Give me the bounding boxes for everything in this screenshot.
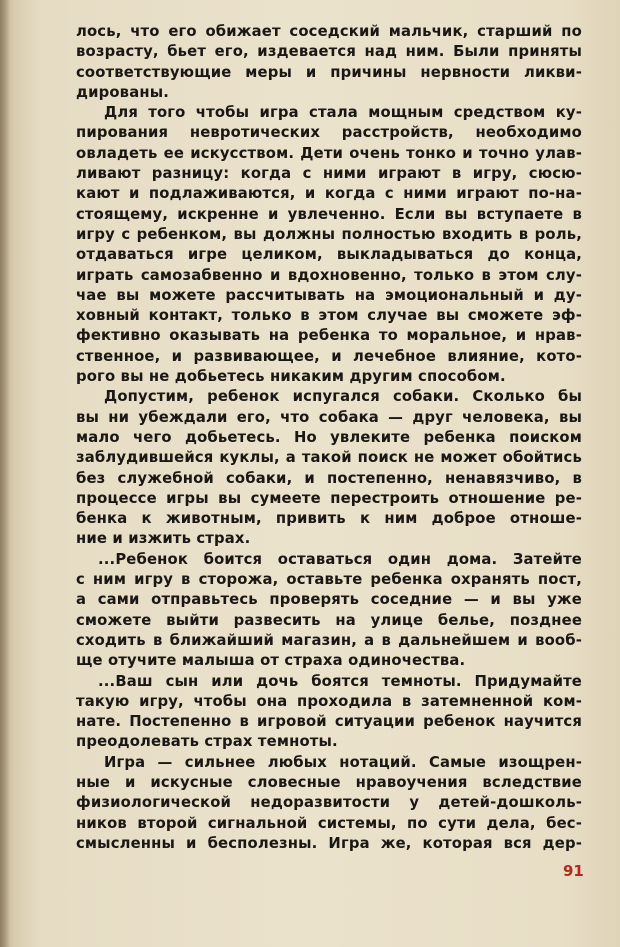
text-line: Для того чтобы игра стала мощным средством ку-: [104, 104, 582, 122]
text-line: лось, что его обижает соседский мальчик, старший по: [76, 23, 582, 40]
text-line: сможете выйти развесить на улице белье, позднее: [76, 611, 582, 629]
text-line: бенка к животным, привить к ним доброе отноше-: [76, 510, 582, 528]
text-line: игру с ребенком, вы должны полностью входить в роль,: [76, 225, 582, 243]
text-line: чае вы можете рассчитывать на эмоциональный и ду-: [76, 286, 582, 304]
text-line: овладеть ее искусством. Дети очень тонко и точно улав-: [76, 144, 582, 162]
text-line: ховный контакт, только в этом случае вы сможете эф-: [76, 307, 582, 325]
text-line: Игра — сильнее любых нотаций. Самые изощрен-: [104, 753, 582, 771]
text-line: ников второй сигнальной системы, по сути дела, бес-: [76, 814, 582, 832]
text-line: возрасту, бьет его, издевается над ним. Были приняты: [76, 43, 582, 61]
text-line: отдаваться игре целиком, выкладываться до конца,: [76, 246, 582, 264]
text-line: мало чего добьетесь. Но увлеките ребенка поиском: [76, 428, 582, 446]
text-line: рого вы не добьетесь никаким другим способом.: [76, 368, 506, 386]
text-line: ние и изжить страх.: [76, 530, 251, 548]
text-line: вы ни убеждали его, что собака — друг человека, вы: [76, 408, 582, 426]
text-line: ще отучите малыша от страха одиночества.: [76, 652, 466, 670]
binding-shadow: [0, 0, 10, 947]
text-line: процессе игры вы сумеете перестроить отношение ре-: [76, 489, 582, 507]
text-line: Допустим, ребенок испугался собаки. Сколько бы: [104, 388, 582, 406]
text-line: нате. Постепенно в игровой ситуации ребенок научится: [76, 713, 582, 731]
body-text: [76, 22, 582, 854]
text-line: с ним игру в сторожа, оставьте ребенка охранять пост,: [76, 571, 582, 589]
text-line: ственное, и развивающее, и лечебное влияние, кото-: [76, 347, 582, 365]
text-line: такую игру, чтобы она проходила в затемненной ком-: [76, 692, 582, 710]
text-line: ...Ваш сын или дочь боятся темноты. Придумайте: [98, 672, 582, 690]
text-line: играть самозабвенно и вдохновенно, только в этом слу-: [76, 266, 582, 284]
text-line: соответствующие меры и причины нервности ликви-: [76, 63, 582, 81]
page-number: 91: [563, 862, 584, 880]
text-line: стоящему, искренне и увлеченно. Если вы вступаете в: [76, 205, 582, 223]
text-line: кают и подлаживаются, и когда с ними играют по-на-: [76, 185, 582, 203]
text-line: дированы.: [76, 83, 169, 101]
text-line: ливают разницу: когда с ними играют в игру, сюсю-: [76, 165, 582, 183]
text-line: фективно оказывать на ребенка то моральное, и нрав-: [76, 327, 582, 345]
text-line: а сами отправьтесь проверять соседние — и вы уже: [76, 591, 582, 609]
text-line: без служебной собаки, и постепенно, ненавязчиво, в: [76, 469, 582, 487]
text-line: пирования невротических расстройств, необходимо: [76, 124, 582, 142]
text-line: физиологической недоразвитости у детей-дошколь-: [76, 794, 582, 812]
text-line: ...Ребенок боится оставаться один дома. Затейте: [98, 550, 582, 568]
text-line: преодолевать страх темноты.: [76, 733, 338, 751]
text-line: заблудившейся куклы, а такой поиск не может обойтись: [76, 449, 582, 467]
text-line: ные и искусные словесные нравоучения вследствие: [76, 773, 582, 791]
text-line: сходить в ближайший магазин, а в дальнейшем и вооб-: [76, 631, 582, 649]
text-line: смысленны и бесполезны. Игра же, которая вся дер-: [76, 834, 582, 852]
